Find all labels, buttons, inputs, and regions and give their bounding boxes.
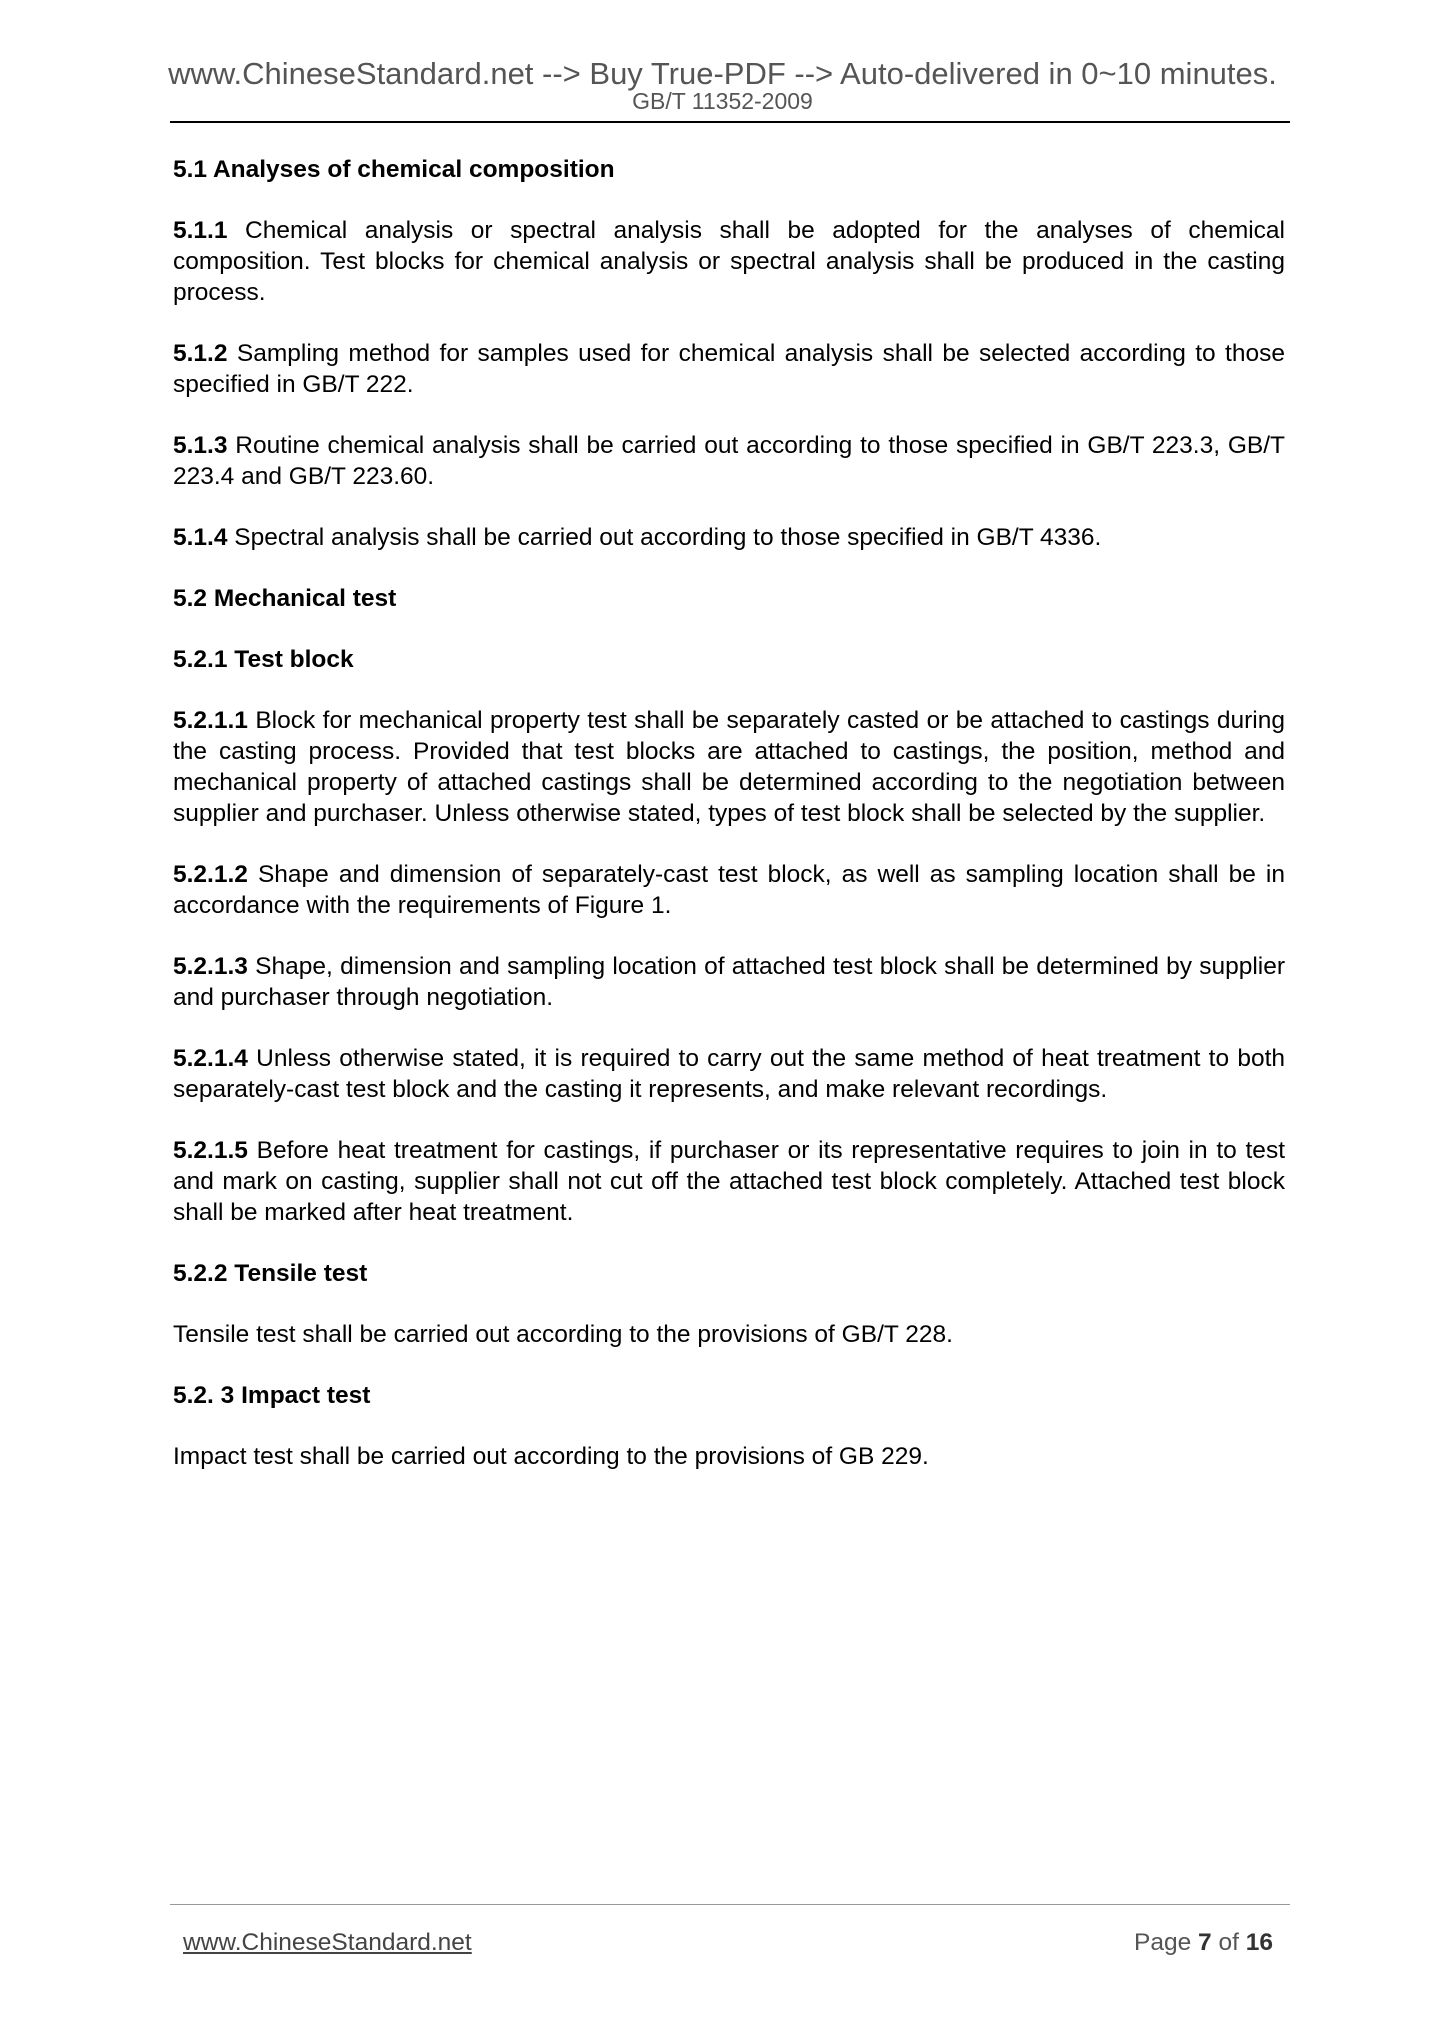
page-prefix: Page xyxy=(1134,1929,1199,1956)
paragraph-5-2-1-4 xyxy=(173,1043,1285,1105)
clause-number: 5.2.1.4 xyxy=(173,1045,248,1072)
clause-text: Chemical analysis or spectral analysis shall be adopted for the analyses of chemical composition. Test blocks for chemical analysis or spectral analysis shall be produced in the casting process. xyxy=(173,217,1285,306)
clause-text: Unless otherwise stated, it is required to carry out the same method of heat treatment to both separately-cast test block and the casting it represents, and make relevant recordings. xyxy=(173,1045,1285,1103)
total-page-number: 16 xyxy=(1245,1929,1273,1956)
paragraph-5-2-3: Impact test shall be carried out according to the provisions of GB 229. xyxy=(173,1443,929,1470)
paragraph-5-2-1-3 xyxy=(173,951,1285,1013)
clause-text: Block for mechanical property test shall be separately casted or be attached to castings during the casting process. Provided that test blocks are attached to castings, the position, method and mechanical property of attached castings shall be determined according to the negotiation between supplier and purchaser. Unless otherwise stated, types of test block shall be selected by the supplier. xyxy=(173,707,1285,827)
paragraph-5-2-2: Tensile test shall be carried out according to the provisions of GB/T 228. xyxy=(173,1321,953,1348)
clause-number: 5.1.4 xyxy=(173,524,228,551)
clause-text: Before heat treatment for castings, if purchaser or its representative requires to join in to test and mark on casting, supplier shall not cut off the attached test block completely. Attached test block shall be marked after heat treatment. xyxy=(173,1137,1285,1226)
clause-text: Routine chemical analysis shall be carried out according to those specified in GB/T 223.3, GB/T 223.4 and GB/T 223.60. xyxy=(173,432,1285,490)
clause-number: 5.2.1.1 xyxy=(173,707,248,734)
clause-number: 5.1.1 xyxy=(173,217,228,244)
section-title-5-2-1: 5.2.1 Test block xyxy=(173,646,354,673)
paragraph-5-1-1 xyxy=(173,215,1285,308)
clause-text: Sampling method for samples used for chemical analysis shall be selected according to those specified in GB/T 222. xyxy=(173,340,1285,398)
header-banner: www.ChineseStandard.net --> Buy True-PDF --> Auto-delivered in 0~10 minutes. xyxy=(168,56,1277,91)
paragraph-5-2-1-1 xyxy=(173,705,1285,829)
clause-text: Shape and dimension of separately-cast test block, as well as sampling location shall be in accordance with the requirements of Figure 1. xyxy=(173,861,1285,919)
paragraph-5-2-1-5 xyxy=(173,1135,1285,1228)
paragraph-5-1-4 xyxy=(173,522,1285,553)
section-title-5-2: 5.2 Mechanical test xyxy=(173,585,397,612)
paragraph-5-2-1-2 xyxy=(173,859,1285,921)
clause-number: 5.2.1.5 xyxy=(173,1137,248,1164)
section-title-5-1: 5.1 Analyses of chemical composition xyxy=(173,156,615,183)
paragraph-5-1-3 xyxy=(173,430,1285,492)
footer-website-link[interactable]: www.ChineseStandard.net xyxy=(183,1929,472,1956)
footer-divider xyxy=(170,1904,1290,1905)
clause-number: 5.1.3 xyxy=(173,432,228,459)
page-indicator xyxy=(1134,1928,1273,1957)
document-code: GB/T 11352-2009 xyxy=(632,88,813,114)
header-divider xyxy=(170,121,1290,123)
clause-text: Shape, dimension and sampling location of attached test block shall be determined by supplier and purchaser through negotiation. xyxy=(173,953,1285,1011)
clause-number: 5.2.1.3 xyxy=(173,953,248,980)
clause-text: Spectral analysis shall be carried out according to those specified in GB/T 4336. xyxy=(227,524,1102,551)
current-page-number: 7 xyxy=(1198,1929,1212,1956)
section-title-5-2-3: 5.2. 3 Impact test xyxy=(173,1382,371,1409)
paragraph-5-1-2 xyxy=(173,338,1285,400)
clause-number: 5.2.1.2 xyxy=(173,861,248,888)
page-of: of xyxy=(1211,1929,1246,1956)
section-title-5-2-2: 5.2.2 Tensile test xyxy=(173,1260,368,1287)
document-body xyxy=(173,154,1285,1502)
clause-number: 5.1.2 xyxy=(173,340,228,367)
